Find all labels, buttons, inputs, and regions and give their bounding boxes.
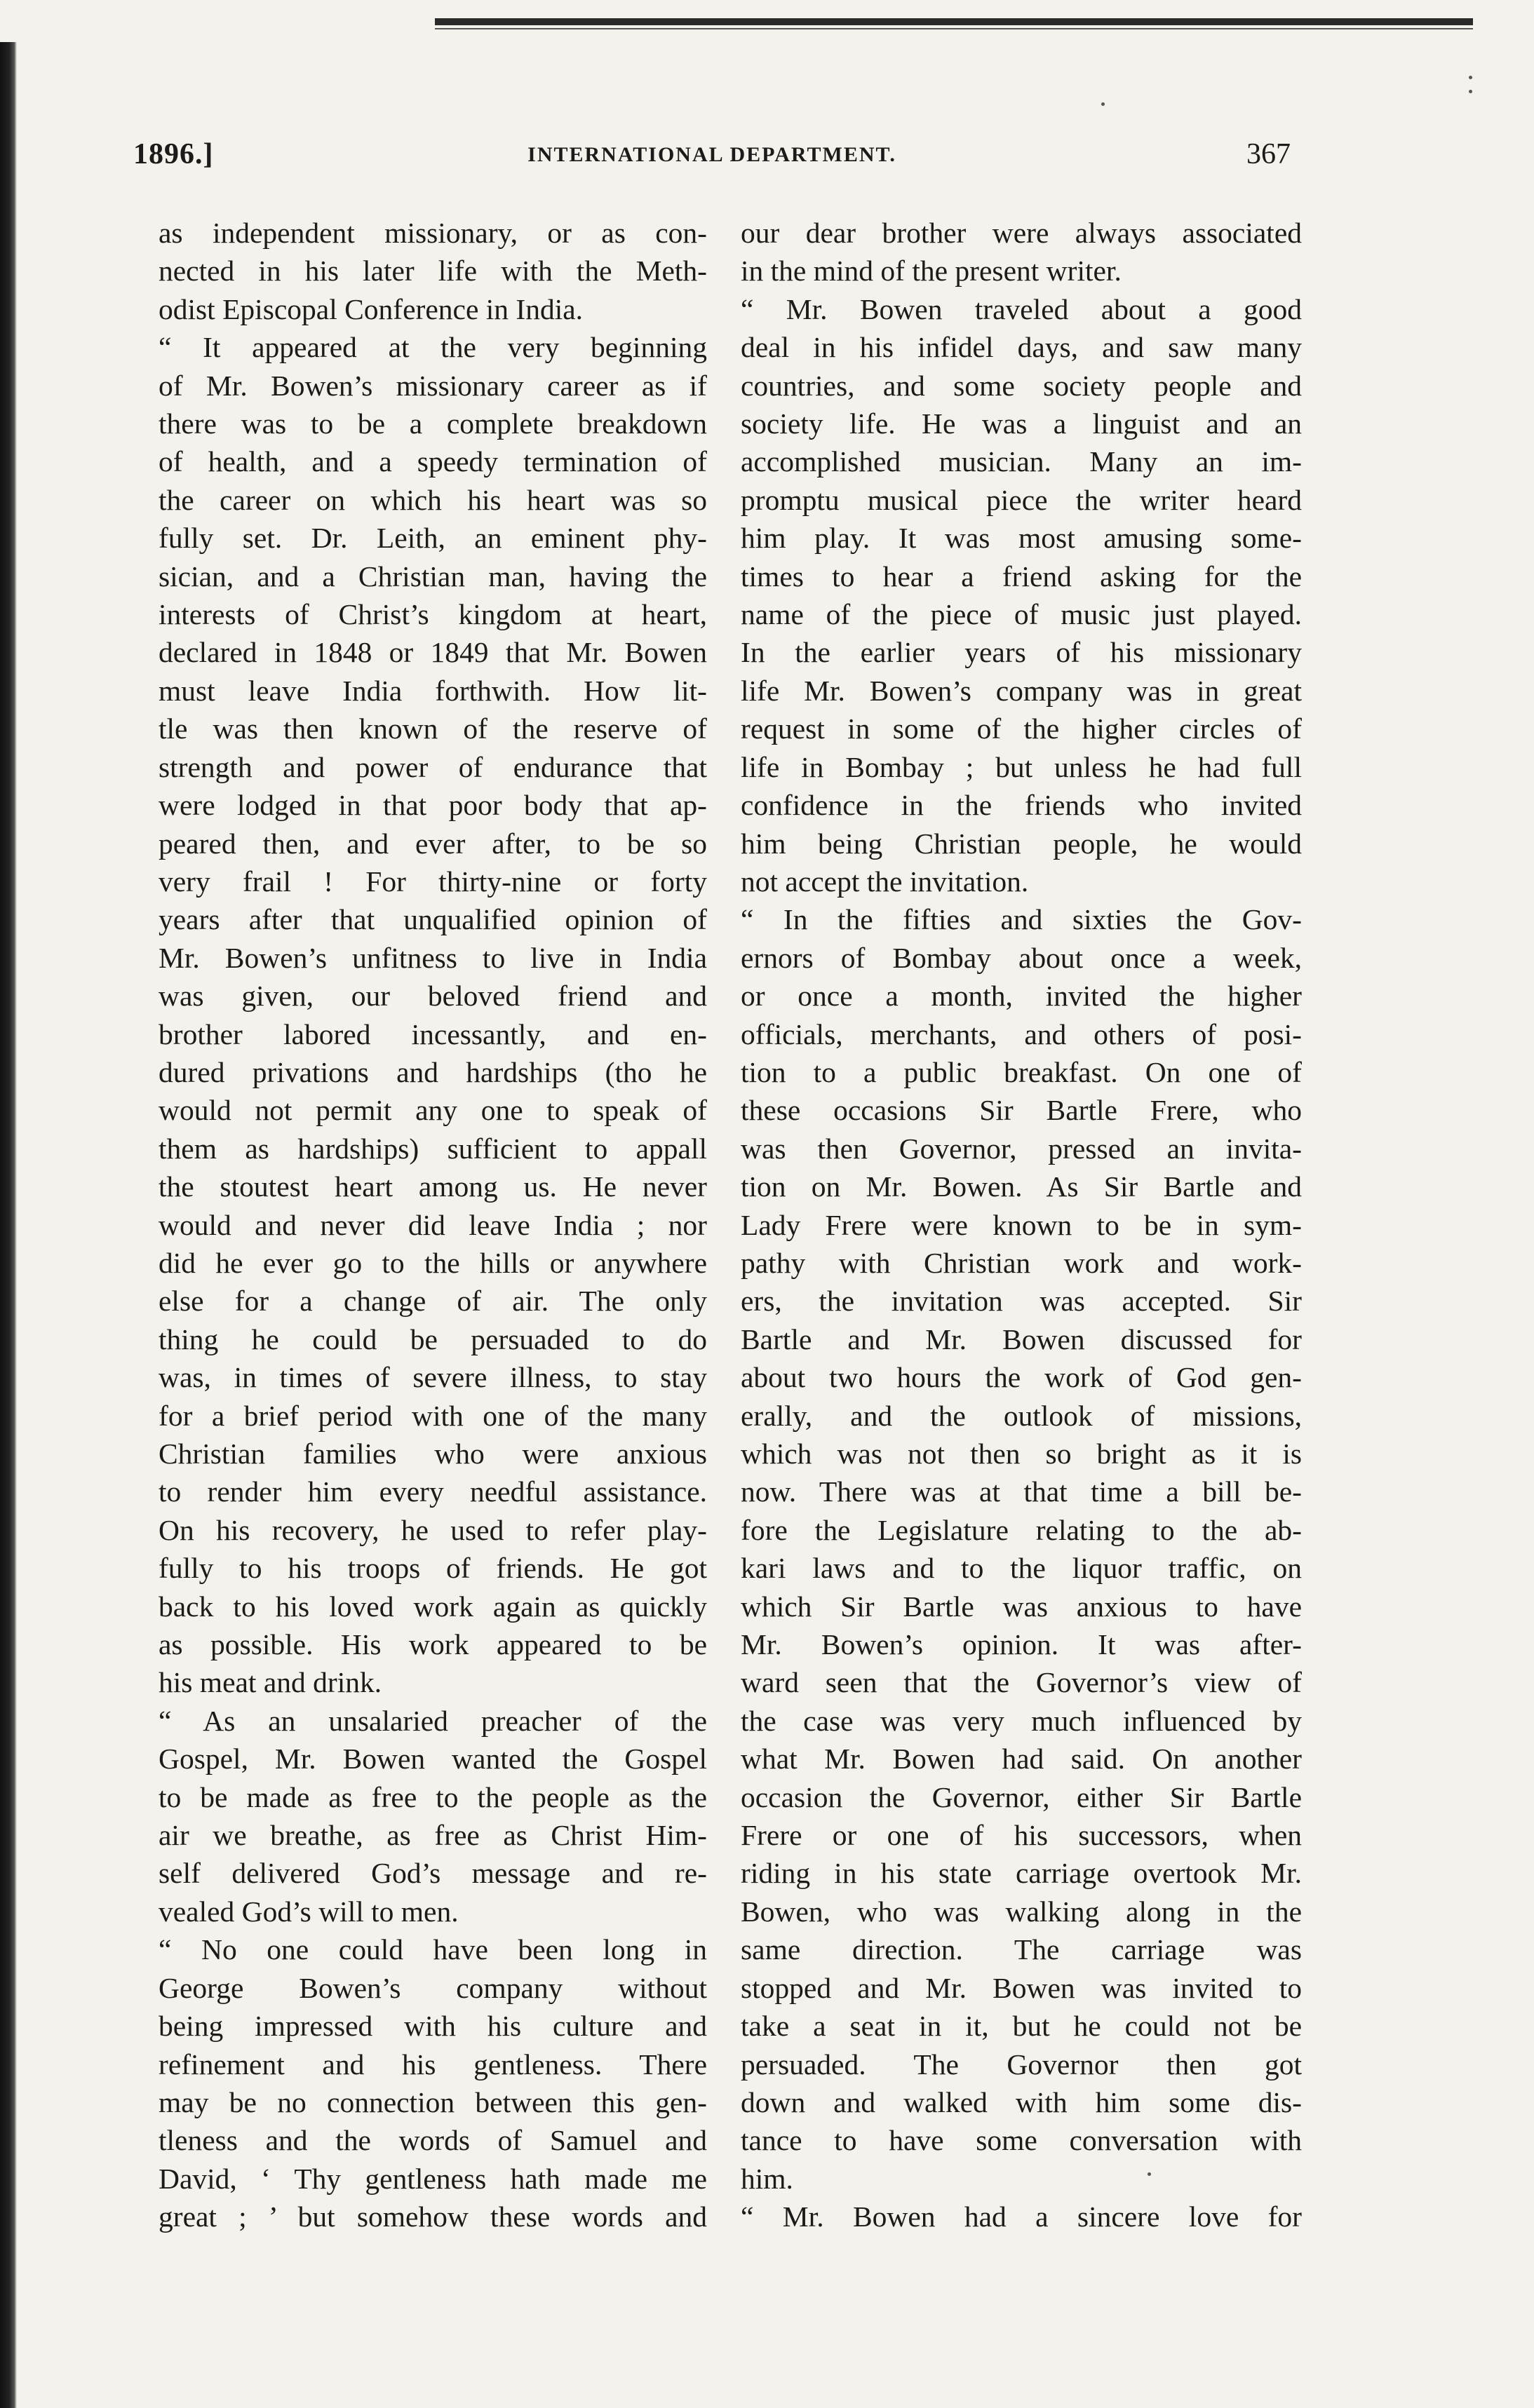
text-line: vealed God’s will to men. <box>159 1895 459 1928</box>
text-line: as independent missionary, or as con- <box>159 217 707 249</box>
text-line: these occasions Sir Bartle Frere, who <box>741 1094 1302 1127</box>
text-line: George Bowen’s company without <box>159 1971 707 2004</box>
text-line: there was to be a complete breakdown <box>159 407 707 440</box>
text-line: request in some of the higher circles of <box>741 712 1302 745</box>
text-line: or once a month, invited the higher <box>741 980 1302 1013</box>
text-line: to be made as free to the people as the <box>159 1780 707 1813</box>
text-line: “ Mr. Bowen traveled about a good <box>741 292 1302 325</box>
text-line: the case was very much influenced by <box>741 1704 1302 1737</box>
text-line: same direction. The carriage was <box>741 1933 1302 1966</box>
text-line: Mr. Bowen’s unfitness to live in India <box>159 941 707 974</box>
text-line: name of the piece of music just played. <box>741 598 1302 631</box>
text-line: peared then, and ever after, to be so <box>159 827 707 860</box>
header-year: 1896.] <box>133 138 214 170</box>
text-line: Lady Frere were known to be in sym- <box>741 1208 1302 1241</box>
text-line: now. There was at that time a bill be- <box>741 1475 1302 1508</box>
text-line: take a seat in it, but he could not be <box>741 2010 1302 2043</box>
text-line: times to hear a friend asking for the <box>741 560 1302 593</box>
text-line: thing he could be persuaded to do <box>159 1323 707 1355</box>
text-line: was given, our beloved friend and <box>159 980 707 1013</box>
text-line: Gospel, Mr. Bowen wanted the Gospel <box>159 1743 707 1775</box>
text-line: which Sir Bartle was anxious to have <box>741 1590 1302 1623</box>
text-line: very frail ! For thirty-nine or forty <box>159 865 707 898</box>
text-line: would and never did leave India ; nor <box>159 1208 707 1241</box>
text-line: what Mr. Bowen had said. On another <box>741 1743 1302 1775</box>
text-line: declared in 1848 or 1849 that Mr. Bowen <box>159 636 707 669</box>
text-line: officials, merchants, and others of posi- <box>741 1017 1302 1050</box>
text-line: as possible. His work appeared to be <box>159 1628 707 1661</box>
binding-edge <box>0 42 17 2408</box>
text-line: “ Mr. Bowen had a sincere love for <box>741 2200 1302 2233</box>
text-line: about two hours the work of God gen- <box>741 1361 1302 1394</box>
text-line: confidence in the friends who invited <box>741 789 1302 822</box>
text-line: which was not then so bright as it is <box>741 1438 1302 1470</box>
text-line: life Mr. Bowen’s company was in great <box>741 674 1302 707</box>
text-line: Bowen, who was walking along in the <box>741 1895 1302 1928</box>
text-line: odist Episcopal Conference in India. <box>159 292 584 325</box>
text-line: ernors of Bombay about once a week, <box>741 941 1302 974</box>
text-line: “ No one could have been long in <box>159 1933 707 1966</box>
text-line: fore the Legislature relating to the ab- <box>741 1513 1302 1546</box>
text-line: Frere or one of his successors, when <box>741 1819 1302 1852</box>
text-line: the career on which his heart was so <box>159 483 707 516</box>
text-line: society life. He was a linguist and an <box>741 407 1302 440</box>
text-line: riding in his state carriage overtook Mr. <box>741 1857 1302 1890</box>
text-line: nected in his later life with the Meth- <box>159 255 707 288</box>
text-line: were lodged in that poor body that ap- <box>159 789 707 822</box>
text-line: strength and power of endurance that <box>159 750 707 783</box>
text-line: Bartle and Mr. Bowen discussed for <box>741 1323 1302 1355</box>
text-line: tion on Mr. Bowen. As Sir Bartle and <box>741 1170 1302 1203</box>
text-line: them as hardships) sufficient to appall <box>159 1132 707 1165</box>
text-line: In the earlier years of his missionary <box>741 636 1302 669</box>
text-line: of health, and a speedy termination of <box>159 445 707 478</box>
text-line: ers, the invitation was accepted. Sir <box>741 1285 1302 1318</box>
top-rule <box>435 18 1473 25</box>
text-line: him play. It was most amusing some- <box>741 522 1302 555</box>
text-line: was, in times of severe illness, to stay <box>159 1361 707 1394</box>
text-line: tance to have some conversation with <box>741 2124 1302 2157</box>
text-line: being impressed with his culture and <box>159 2010 707 2043</box>
text-line: “ It appeared at the very beginning <box>159 331 707 364</box>
text-line: kari laws and to the liquor traffic, on <box>741 1552 1302 1585</box>
text-line: “ As an unsalaried preacher of the <box>159 1704 707 1737</box>
text-line: stopped and Mr. Bowen was invited to <box>741 1971 1302 2004</box>
text-line: tle was then known of the reserve of <box>159 712 707 745</box>
text-line: would not permit any one to speak of <box>159 1094 707 1127</box>
text-line: did he ever go to the hills or anywhere <box>159 1246 707 1279</box>
text-line: interests of Christ’s kingdom at heart, <box>159 598 707 631</box>
text-line: accomplished musician. Many an im- <box>741 445 1302 478</box>
text-line: deal in his infidel days, and saw many <box>741 331 1302 364</box>
text-line: air we breathe, as free as Christ Him- <box>159 1819 707 1852</box>
text-line: occasion the Governor, either Sir Bartle <box>741 1780 1302 1813</box>
text-line: must leave India forthwith. How lit- <box>159 674 707 707</box>
text-line: dured privations and hardships (tho he <box>159 1055 707 1088</box>
text-line: tleness and the words of Samuel and <box>159 2124 707 2157</box>
text-line: was then Governor, pressed an invita- <box>741 1132 1302 1165</box>
text-line: life in Bombay ; but unless he had full <box>741 750 1302 783</box>
text-line: to render him every needful assistance. <box>159 1475 707 1508</box>
text-line: brother labored incessantly, and en- <box>159 1017 707 1050</box>
text-line: pathy with Christian work and work- <box>741 1246 1302 1279</box>
text-line: countries, and some society people and <box>741 369 1302 402</box>
text-line: him. <box>741 2162 793 2195</box>
text-line: of Mr. Bowen’s missionary career as if <box>159 369 707 402</box>
text-line: in the mind of the present writer. <box>741 255 1122 288</box>
text-line: may be no connection between this gen- <box>159 2085 707 2118</box>
text-line: promptu musical piece the writer heard <box>741 483 1302 516</box>
text-line: fully to his troops of friends. He got <box>159 1552 707 1585</box>
speck <box>1469 76 1472 79</box>
text-line: not accept the invitation. <box>741 865 1029 898</box>
text-line: ward seen that the Governor’s view of <box>741 1666 1302 1699</box>
speck <box>1469 90 1472 93</box>
text-line: refinement and his gentleness. There <box>159 2048 707 2081</box>
text-line: him being Christian people, he would <box>741 827 1302 860</box>
text-line: sician, and a Christian man, having the <box>159 560 707 593</box>
text-line: erally, and the outlook of missions, <box>741 1399 1302 1432</box>
header-title: INTERNATIONAL DEPARTMENT. <box>527 143 896 166</box>
right-column <box>741 214 1302 2236</box>
text-line: David, ‘ Thy gentleness hath made me <box>159 2162 707 2195</box>
text-line: Christian families who were anxious <box>159 1438 707 1470</box>
text-line: years after that unqualified opinion of <box>159 903 707 936</box>
speck <box>1101 102 1105 106</box>
running-header <box>133 137 1291 180</box>
top-rule-thin <box>435 28 1473 29</box>
text-line: for a brief period with one of the many <box>159 1399 707 1432</box>
text-line: back to his loved work again as quickly <box>159 1590 707 1623</box>
text-line: persuaded. The Governor then got <box>741 2048 1302 2081</box>
page-number: 367 <box>1246 138 1291 170</box>
text-line: down and walked with him some dis- <box>741 2085 1302 2118</box>
text-line: Mr. Bowen’s opinion. It was after- <box>741 1628 1302 1661</box>
text-line: else for a change of air. The only <box>159 1285 707 1318</box>
text-line: fully set. Dr. Leith, an eminent phy- <box>159 522 707 555</box>
text-line: On his recovery, he used to refer play- <box>159 1513 707 1546</box>
text-line: our dear brother were always associated <box>741 217 1302 249</box>
text-line: great ; ’ but somehow these words and <box>159 2200 707 2233</box>
text-line: self delivered God’s message and re- <box>159 1857 707 1890</box>
text-line: his meat and drink. <box>159 1666 382 1699</box>
text-line: tion to a public breakfast. On one of <box>741 1055 1302 1088</box>
text-line: “ In the fifties and sixties the Gov- <box>741 903 1302 936</box>
left-column <box>159 214 707 2236</box>
text-line: the stoutest heart among us. He never <box>159 1170 707 1203</box>
